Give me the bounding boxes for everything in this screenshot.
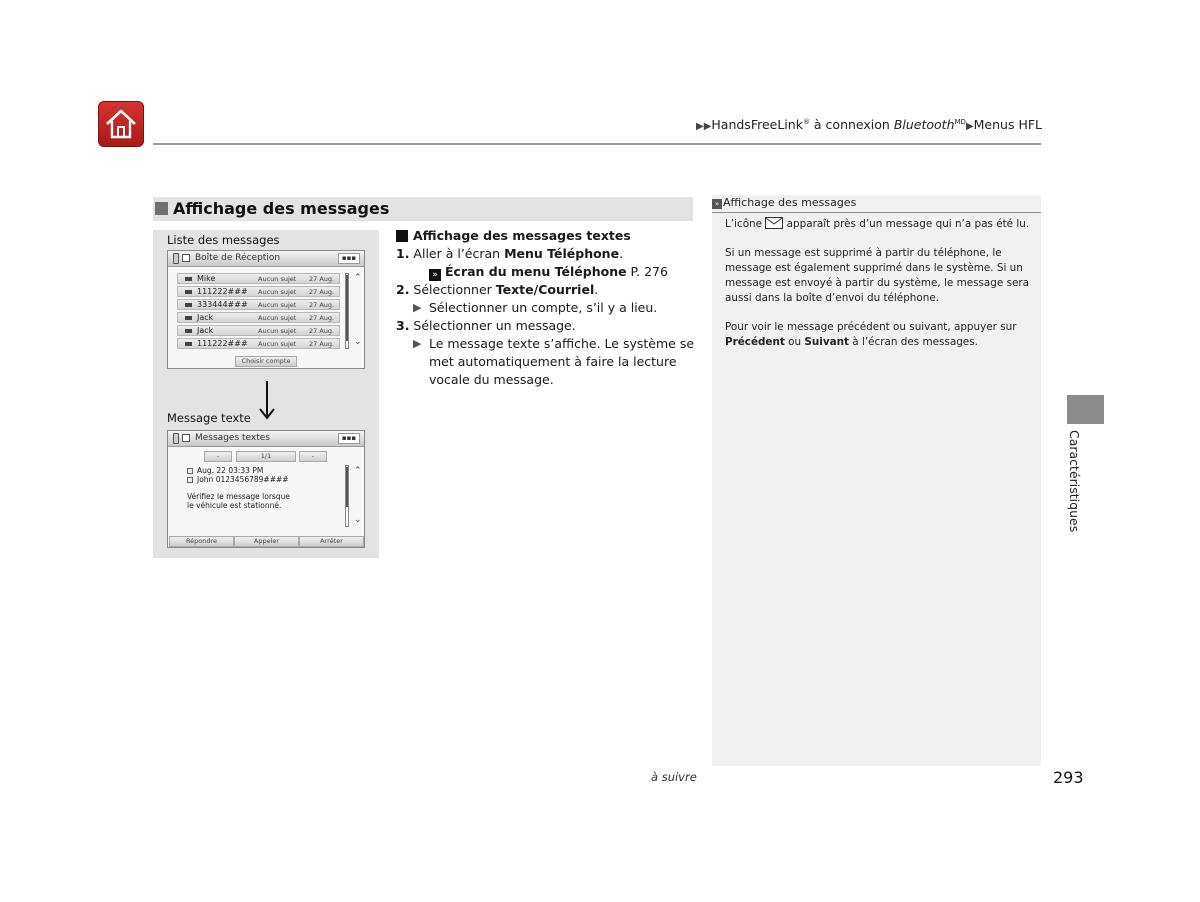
notes-sidebar	[712, 195, 1041, 766]
note-bold: Précédent	[725, 336, 785, 348]
instruction-steps	[396, 227, 696, 389]
message-date: 27 Aug.	[309, 327, 335, 335]
message-row[interactable]	[177, 338, 340, 349]
breadcrumb-bluetooth: Bluetooth	[893, 117, 955, 132]
contact-icon	[187, 477, 193, 483]
message-subject: Aucun sujet	[258, 301, 297, 309]
message-date: 27 Aug.	[309, 314, 335, 322]
note-text: ou	[784, 336, 805, 348]
step-2	[396, 281, 696, 299]
inbox-scrollbar[interactable]	[345, 273, 349, 349]
message-sender: Jack	[197, 313, 214, 322]
note-text: Pour voir le message précédent ou suivant, appuyer sur	[725, 321, 1017, 333]
substep-text: Sélectionner un compte, s’il y a lieu.	[429, 300, 658, 315]
chapter-label-text: Caractéristiques	[1067, 430, 1082, 533]
section-heading-bar	[153, 197, 693, 221]
steps-heading	[396, 227, 696, 245]
envelope-icon	[185, 303, 192, 307]
message-body: Vérifiez le message lorsque	[187, 492, 290, 501]
breadcrumb-text: à connexion	[809, 117, 894, 132]
breadcrumb	[696, 117, 1042, 132]
step-3	[396, 317, 696, 335]
step-text: .	[594, 282, 599, 297]
breadcrumb-link-menus[interactable]: Menus HFL	[973, 117, 1042, 132]
play-arrow-icon: ▶	[413, 301, 422, 314]
message-subject: Aucun sujet	[258, 288, 297, 296]
heading-square-icon	[396, 230, 408, 242]
previous-button[interactable]: -	[204, 451, 232, 462]
text-message-screen	[167, 430, 365, 548]
unread-mail-icon	[765, 217, 783, 229]
step-2-substep	[396, 299, 696, 317]
message-body: le véhicule est stationné.	[187, 501, 282, 510]
message-icon	[182, 254, 190, 262]
signal-status-icon: ▪▪▪	[338, 433, 360, 444]
step-number: 1.	[396, 246, 410, 261]
chapter-tab[interactable]	[1067, 395, 1104, 424]
step-1	[396, 245, 696, 263]
breadcrumb-arrow-icon: ▶▶	[696, 121, 712, 132]
note-text: à l’écran des messages.	[849, 336, 978, 348]
envelope-icon	[185, 342, 192, 346]
message-row[interactable]	[177, 273, 340, 284]
stop-button[interactable]: Arrêter	[299, 536, 364, 547]
message-row[interactable]	[177, 312, 340, 323]
step-1-reference[interactable]	[396, 263, 696, 281]
substep-text: Le message texte s’affiche. Le système se met automatiquement à faire la lecture vocale du message.	[429, 336, 695, 387]
scroll-down-icon[interactable]: ⌄	[354, 515, 362, 525]
breadcrumb-text: HandsFreeLink	[711, 117, 803, 132]
scroll-up-icon[interactable]: ⌃	[354, 273, 362, 283]
breadcrumb-md: MD	[954, 117, 966, 126]
breadcrumb-reg: ®	[802, 117, 810, 126]
step-text: Sélectionner un message.	[409, 318, 576, 333]
call-button[interactable]: Appeler	[234, 536, 299, 547]
step-text: .	[619, 246, 624, 261]
envelope-icon	[185, 290, 192, 294]
home-icon	[104, 108, 138, 140]
message-sender: 111222###	[197, 287, 248, 296]
message-subject: Aucun sujet	[258, 314, 297, 322]
scroll-thumb[interactable]	[346, 275, 348, 341]
message-subject: Aucun sujet	[258, 275, 297, 283]
message-icon	[182, 434, 190, 442]
message-sender: Mike	[197, 274, 216, 283]
sidebar-note-delete: Si un message est supprimé à partir du téléphone, le message est également supprimé dans le système. Si un message est envoyé à partir du système, le message sera aussi dans la boîte d’envoi du téléphone.	[725, 247, 1030, 304]
step-number: 3.	[396, 318, 410, 333]
sidebar-heading	[712, 196, 856, 209]
home-button[interactable]	[98, 101, 144, 147]
steps-heading-text: Affichage des messages textes	[413, 228, 631, 243]
message-sender: Jack	[197, 326, 214, 335]
scroll-down-icon[interactable]: ⌄	[354, 337, 362, 347]
play-arrow-icon: ▶	[413, 337, 422, 350]
section-title: Affichage des messages	[173, 199, 390, 218]
note-text: apparaît près d’un message qui n’a pas été lu.	[783, 218, 1030, 230]
header-divider	[153, 143, 1041, 145]
reference-page: P. 276	[626, 264, 668, 279]
text-message-title: Messages textes	[195, 433, 270, 443]
message-subject: Aucun sujet	[258, 340, 297, 348]
message-date: 27 Aug.	[309, 340, 335, 348]
message-datetime: Aug. 22 03:33 PM	[197, 466, 264, 475]
step-text: Aller à l’écran	[409, 246, 505, 261]
section-square-icon	[155, 202, 168, 215]
sidebar-heading-text: Affichage des messages	[723, 196, 857, 209]
reference-arrow-icon: »	[429, 269, 441, 281]
message-row[interactable]	[177, 299, 340, 310]
message-sender: 333444###	[197, 300, 248, 309]
message-row[interactable]	[177, 325, 340, 336]
text-message-header	[168, 431, 364, 447]
down-arrow-icon	[259, 381, 275, 421]
step-number: 2.	[396, 282, 410, 297]
step-bold: Menu Téléphone	[504, 246, 620, 261]
message-subject: Aucun sujet	[258, 327, 297, 335]
continued-note: à suivre	[651, 770, 697, 784]
inbox-title: Boîte de Réception	[195, 253, 281, 263]
reference-title: Écran du menu Téléphone	[445, 264, 627, 279]
note-bold: Suivant	[804, 336, 849, 348]
reply-button[interactable]: Répondre	[169, 536, 234, 547]
list-label: Liste des messages	[167, 233, 280, 247]
message-sender: 111222###	[197, 339, 248, 348]
signal-status-icon: ▪▪▪	[338, 253, 360, 264]
step-3-substep	[396, 335, 696, 389]
choose-account-button[interactable]: Choisir compte	[235, 356, 297, 367]
sidebar-note-navigate	[725, 320, 1033, 350]
pager-indicator: 1/1	[236, 451, 296, 462]
breadcrumb-arrow-icon: ▶	[965, 121, 974, 132]
inbox-header	[168, 251, 364, 267]
next-button[interactable]: -	[299, 451, 327, 462]
text-scrollbar[interactable]	[345, 465, 349, 527]
message-date: 27 Aug.	[309, 301, 335, 309]
message-from: John 0123456789####	[197, 475, 289, 484]
text-message-label: Message texte	[167, 411, 251, 425]
inbox-screen	[167, 250, 365, 369]
calendar-icon	[187, 468, 193, 474]
envelope-icon	[185, 329, 192, 333]
phone-icon	[173, 253, 179, 264]
message-date: 27 Aug.	[309, 275, 335, 283]
chapter-label	[1067, 430, 1085, 540]
message-date: 27 Aug.	[309, 288, 335, 296]
page-number: 293	[1053, 768, 1084, 787]
message-row[interactable]	[177, 286, 340, 297]
phone-icon	[173, 433, 179, 444]
step-bold: Texte/Courriel	[495, 282, 595, 297]
envelope-icon	[185, 277, 192, 281]
scroll-up-icon[interactable]: ⌃	[354, 466, 362, 476]
step-text: Sélectionner	[409, 282, 496, 297]
sidebar-note-unread	[725, 217, 1033, 232]
note-text: L’icône	[725, 218, 766, 230]
note-marker-icon: »	[712, 199, 722, 209]
envelope-icon	[185, 316, 192, 320]
sidebar-divider	[712, 212, 1041, 213]
scroll-thumb[interactable]	[346, 467, 348, 507]
